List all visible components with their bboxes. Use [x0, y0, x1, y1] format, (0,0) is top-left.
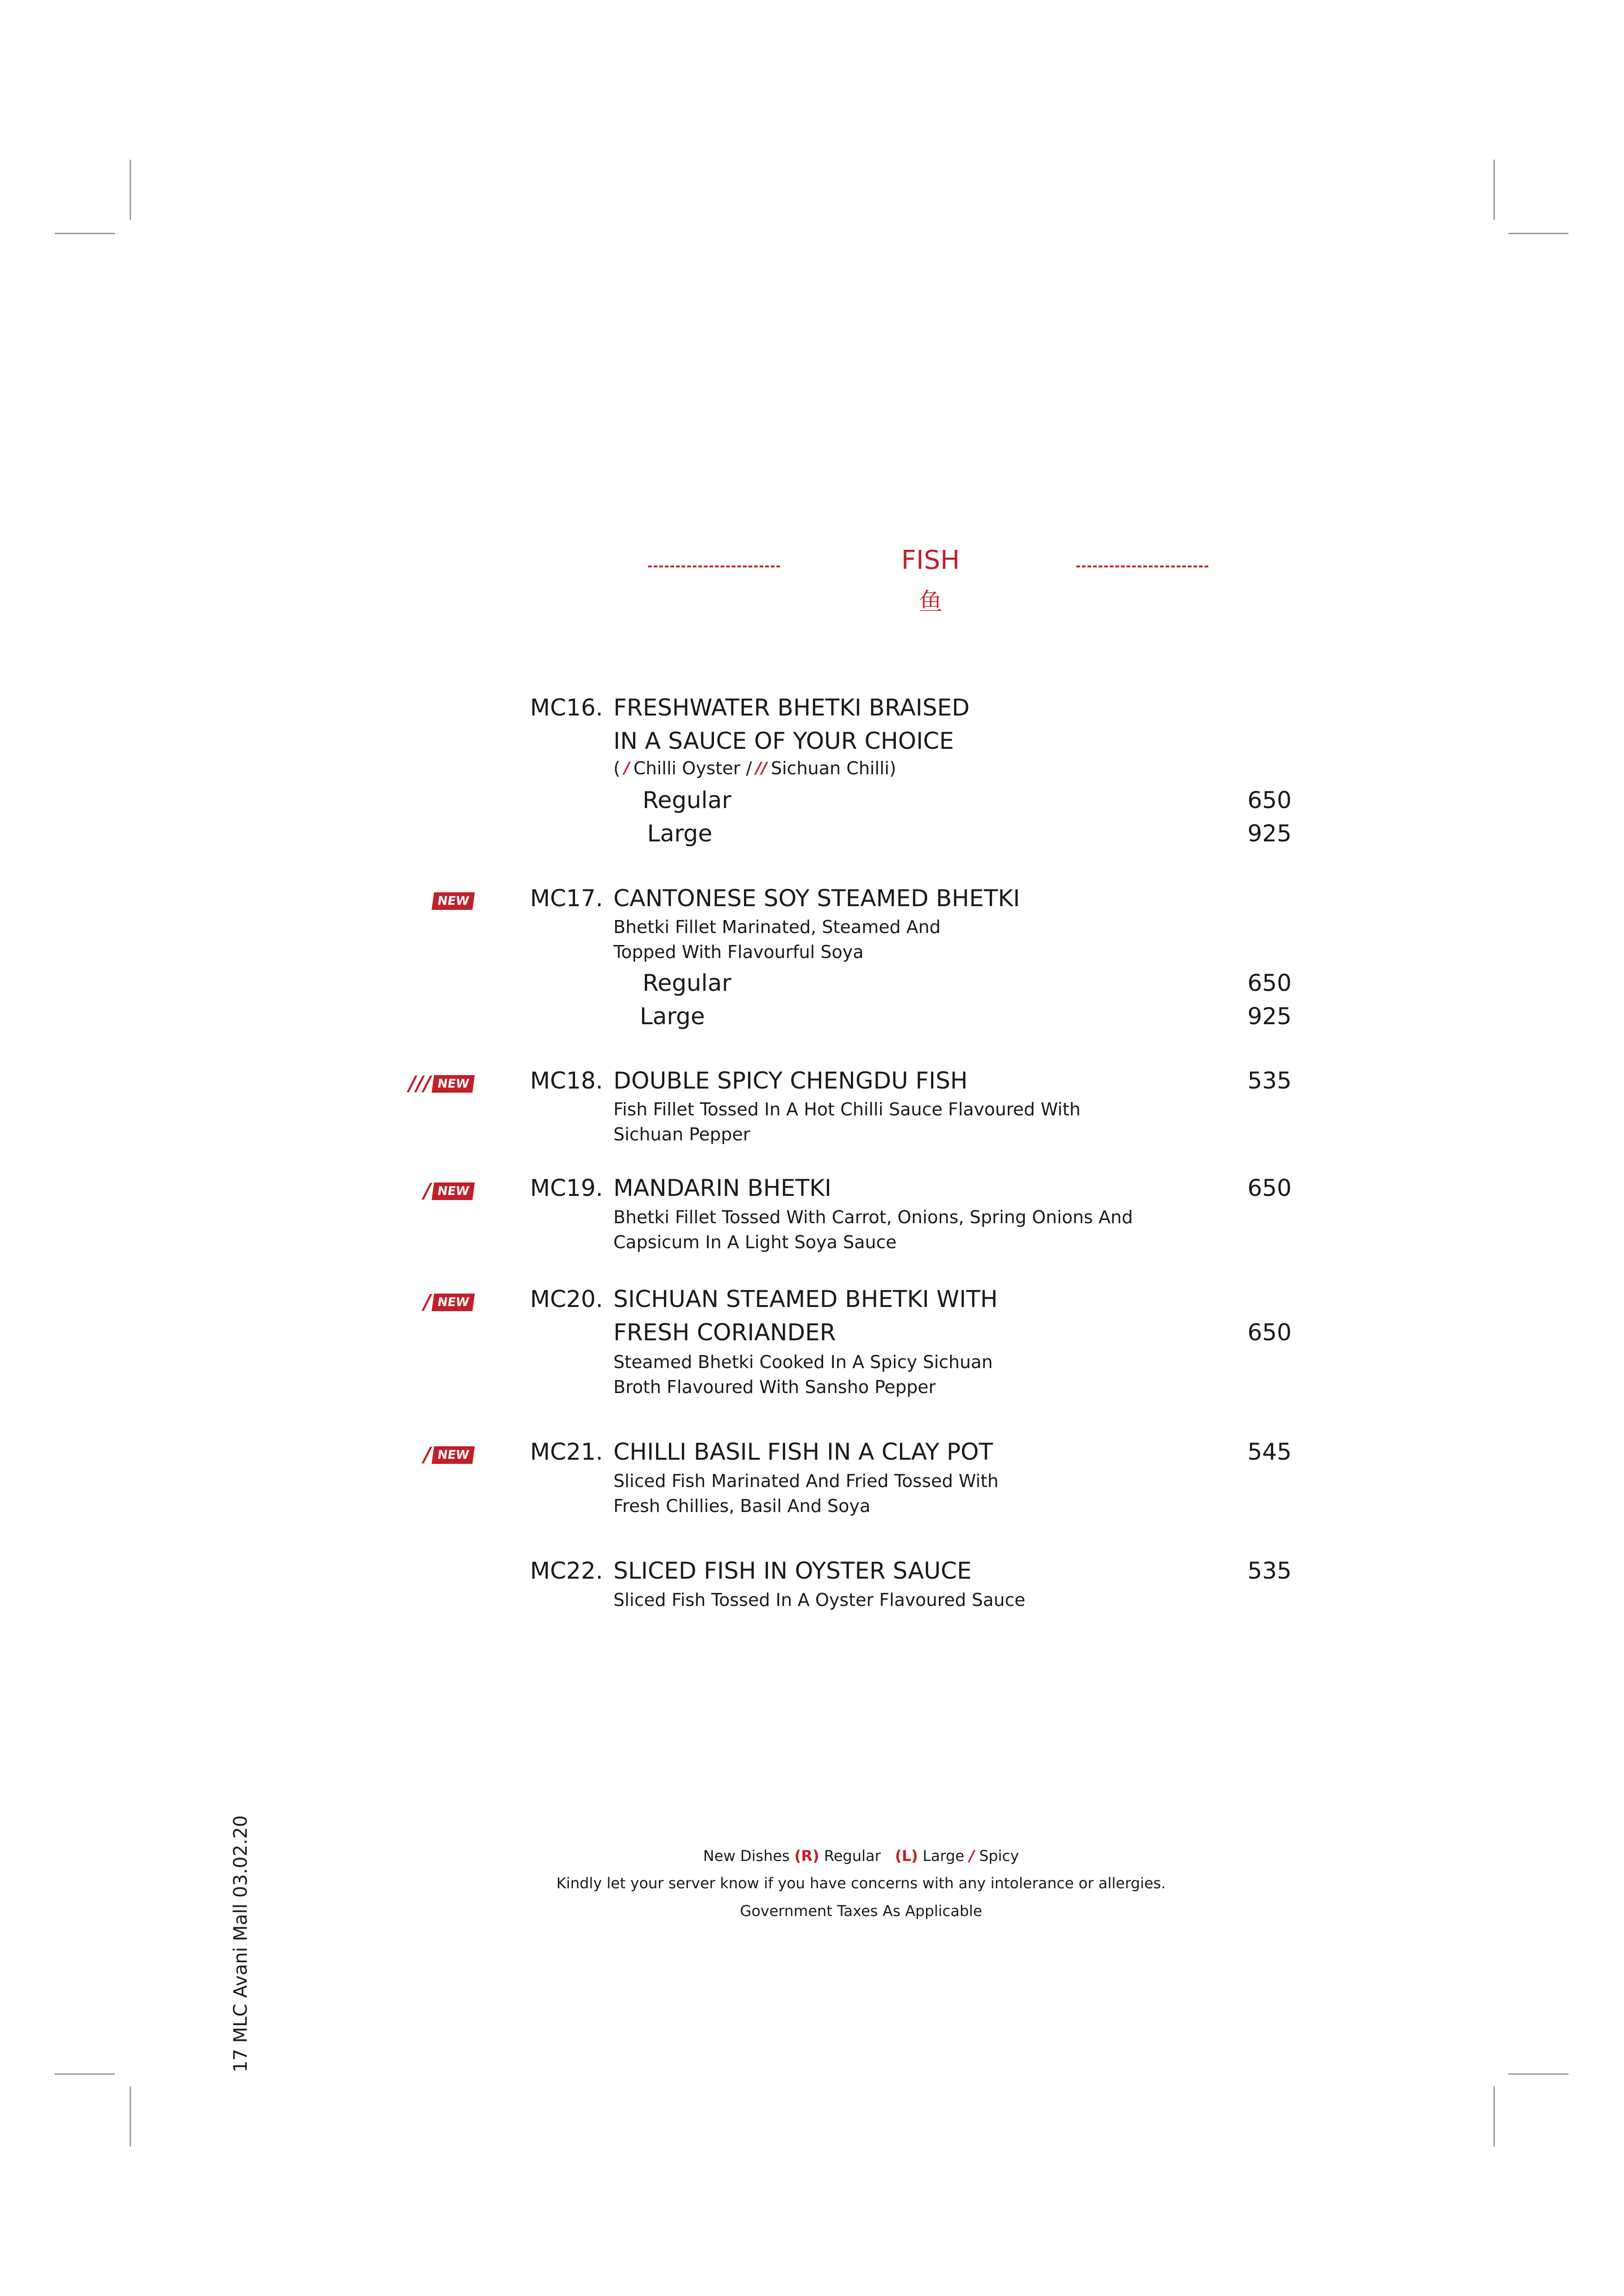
tax-note: Government Taxes As Applicable	[740, 1902, 982, 1920]
item-name: FRESHWATER BHETKI BRAISED	[613, 694, 970, 721]
spicy-new-badge	[423, 1290, 474, 1314]
size-label: Regular	[643, 970, 731, 996]
crop-mark	[1508, 2073, 1568, 2075]
item-description: Sliced Fish Marinated And Fried Tossed With	[613, 1471, 999, 1491]
item-code: MC16.	[530, 694, 603, 721]
legend	[532, 1847, 1190, 1865]
crop-mark	[1508, 233, 1568, 234]
size-label: Large	[640, 1003, 705, 1030]
price: 545	[1247, 1438, 1292, 1465]
chili-icon: /	[624, 759, 630, 778]
price: 650	[1247, 1175, 1292, 1201]
sauce-option-1: Chilli Oyster /	[633, 758, 752, 778]
price: 650	[1247, 1319, 1292, 1346]
item-code: MC21.	[530, 1438, 603, 1465]
item-description: Fish Fillet Tossed In A Hot Chilli Sauce Flavoured With	[613, 1099, 1081, 1120]
triple-chili-icon: ///	[408, 1072, 431, 1095]
item-name: SLICED FISH IN OYSTER SAUCE	[613, 1557, 972, 1584]
item-code: MC19.	[530, 1175, 603, 1201]
legend-new: New Dishes	[703, 1847, 790, 1865]
price: 535	[1247, 1067, 1292, 1094]
new-label: NEW	[431, 1182, 475, 1200]
item-name: CHILLI BASIL FISH IN A CLAY POT	[613, 1438, 993, 1465]
item-description: Sichuan Pepper	[613, 1124, 750, 1145]
item-description: Sliced Fish Tossed In A Oyster Flavoured Sauce	[613, 1590, 1025, 1610]
sauce-options	[613, 756, 896, 781]
chili-icon: /	[423, 1290, 431, 1314]
crop-mark	[1493, 160, 1495, 220]
chili-icon: /	[423, 1443, 431, 1467]
price: 925	[1247, 820, 1292, 847]
price: 650	[1247, 970, 1292, 996]
item-code: MC20.	[530, 1286, 603, 1313]
header-divider-right	[1076, 566, 1208, 567]
header-divider-left	[648, 566, 780, 567]
item-code: MC17.	[530, 885, 603, 912]
legend-large: Large	[923, 1847, 965, 1865]
crop-mark	[1493, 2086, 1495, 2147]
item-description: Capsicum In A Light Soya Sauce	[613, 1232, 897, 1252]
price: 535	[1247, 1557, 1292, 1584]
item-name: CANTONESE SOY STEAMED BHETKI	[613, 885, 1020, 912]
section-title: FISH	[901, 545, 960, 575]
size-label: Regular	[643, 787, 731, 814]
new-label: NEW	[431, 1294, 475, 1311]
item-name: MANDARIN BHETKI	[613, 1175, 831, 1201]
item-description: Steamed Bhetki Cooked In A Spicy Sichuan	[613, 1352, 993, 1372]
price: 925	[1247, 1003, 1292, 1030]
crop-mark	[55, 233, 115, 234]
new-label: NEW	[431, 1075, 475, 1093]
item-description: Topped With Flavourful Soya	[613, 942, 864, 962]
item-name: IN A SAUCE OF YOUR CHOICE	[613, 728, 954, 754]
spicy-new-badge	[423, 1443, 474, 1467]
new-label: NEW	[431, 892, 475, 910]
chili-icon: /	[423, 1179, 431, 1203]
section-title-chinese: 鱼	[918, 588, 943, 616]
size-label: Large	[647, 820, 712, 847]
sauce-option-2: Sichuan Chilli)	[771, 758, 896, 778]
item-name: DOUBLE SPICY CHENGDU FISH	[613, 1067, 968, 1094]
chili-icon: /	[969, 1847, 974, 1865]
item-code: MC22.	[530, 1557, 603, 1584]
spicy-new-badge	[408, 1072, 474, 1095]
legend-spicy: Spicy	[979, 1847, 1019, 1865]
new-label: NEW	[431, 1446, 475, 1464]
legend-regular: Regular	[824, 1847, 881, 1865]
legend-l: (L)	[895, 1847, 918, 1865]
spicy-new-badge	[423, 1179, 474, 1203]
item-name: SICHUAN STEAMED BHETKI WITH	[613, 1286, 998, 1313]
page-footer-note: 17 MLC Avani Mall 03.02.20	[230, 1815, 251, 2072]
double-chili-icon: //	[756, 759, 767, 778]
price: 650	[1247, 787, 1292, 814]
item-description: Fresh Chillies, Basil And Soya	[613, 1496, 871, 1516]
allergy-note: Kindly let your server know if you have concerns with any intolerance or allergies.	[556, 1874, 1166, 1892]
item-description: Bhetki Fillet Tossed With Carrot, Onions, Spring Onions And	[613, 1207, 1133, 1227]
crop-mark	[55, 2073, 115, 2075]
item-code: MC18.	[530, 1067, 603, 1094]
legend-r: (R)	[794, 1847, 819, 1865]
crop-mark	[130, 160, 131, 220]
item-description: Bhetki Fillet Marinated, Steamed And	[613, 917, 941, 937]
new-badge	[433, 892, 474, 910]
crop-mark	[130, 2086, 131, 2147]
item-name: FRESH CORIANDER	[613, 1319, 836, 1346]
sauce-open: (	[613, 758, 620, 778]
item-description: Broth Flavoured With Sansho Pepper	[613, 1377, 936, 1397]
